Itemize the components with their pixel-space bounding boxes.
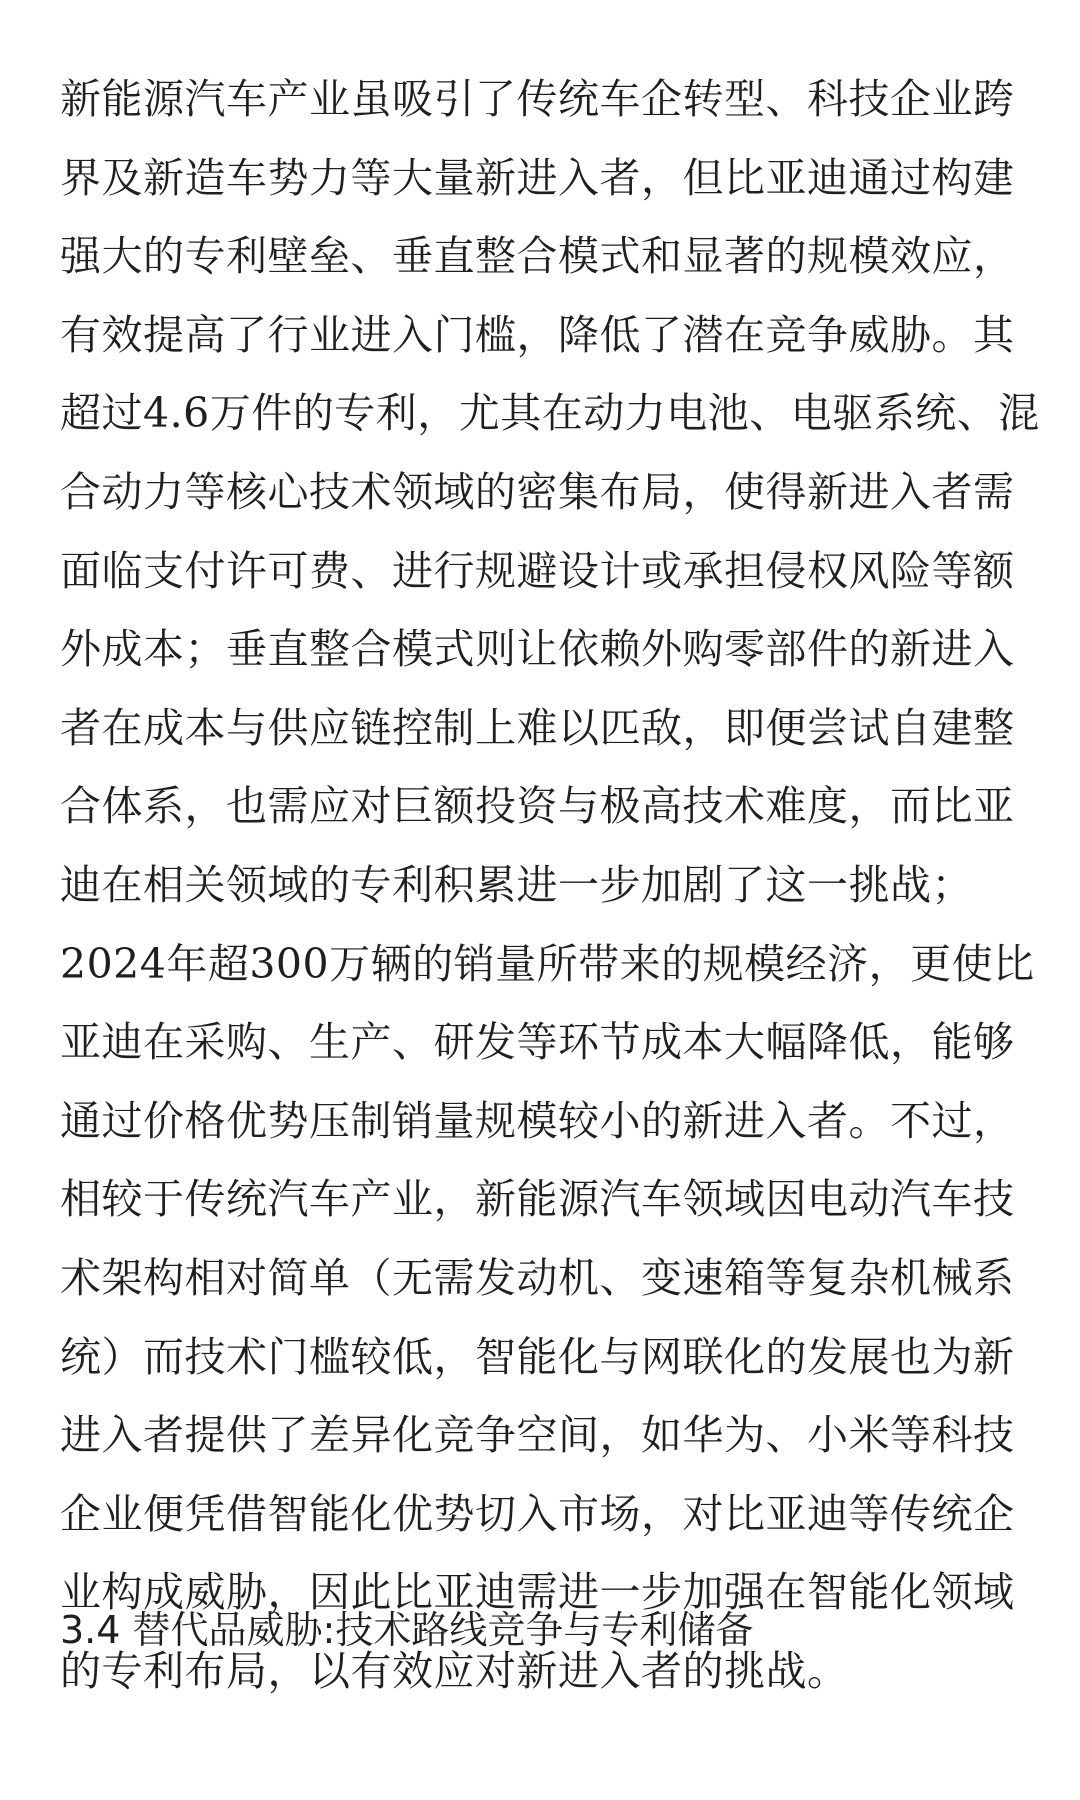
article-body [60,60,1040,1710]
paragraph-line: 超过4.6万件的专利，尤其在动力电池、电驱系统、混 [60,389,1040,438]
paragraph-line: 面临支付许可费、进行规避设计或承担侵权风险等额 [60,546,1015,595]
paragraph-line: 迪在相关领域的专利积累进一步加剧了这一挑战； [60,860,973,909]
paragraph-line: 通过价格优势压制销量规模较小的新进入者。不过， [60,1096,1015,1145]
paragraph-line: 进入者提供了差异化竞争空间，如华为、小米等科技 [60,1411,1015,1460]
paragraph-line: 界及新造车势力等大量新进入者，但比亚迪通过构建 [60,153,1015,202]
paragraph-line: 亚迪在采购、生产、研发等环节成本大幅降低，能够 [60,1018,1015,1067]
paragraph-line: 新能源汽车产业虽吸引了传统车企转型、科技企业跨 [60,75,1015,123]
paragraph-line: 相较于传统汽车产业，新能源汽车领域因电动汽车技 [60,1175,1015,1224]
body-paragraph [60,60,1040,1710]
paragraph-line: 统）而技术门槛较低，智能化与网联化的发展也为新 [60,1332,1015,1381]
paragraph-line: 强大的专利壁垒、垂直整合模式和显著的规模效应， [60,232,1015,281]
paragraph-line: 术架构相对简单（无需发动机、变速箱等复杂机械系 [60,1253,1015,1302]
paragraph-line: 有效提高了行业进入门槛，降低了潜在竞争威胁。其 [60,310,1015,359]
paragraph-line: 合动力等核心技术领域的密集布局，使得新进入者需 [60,467,1015,516]
section-heading: 3.4 替代品威胁:技术路线竞争与专利储备 [60,1608,754,1652]
paragraph-line: 业构成威胁，因此比亚迪需进一步加强在智能化领域 [60,1568,1015,1617]
paragraph-line: 者在成本与供应链控制上难以匹敌，即便尝试自建整 [60,703,1015,752]
paragraph-line: 的专利布局，以有效应对新进入者的挑战。 [60,1646,849,1695]
paragraph-line: 合体系，也需应对巨额投资与极高技术难度，而比亚 [60,782,1015,831]
paragraph-line: 企业便凭借智能化优势切入市场，对比亚迪等传统企 [60,1489,1015,1538]
paragraph-line: 2024年超300万辆的销量所带来的规模经济，更使比 [60,939,1035,988]
paragraph-line: 外成本；垂直整合模式则让依赖外购零部件的新进入 [60,625,1015,674]
